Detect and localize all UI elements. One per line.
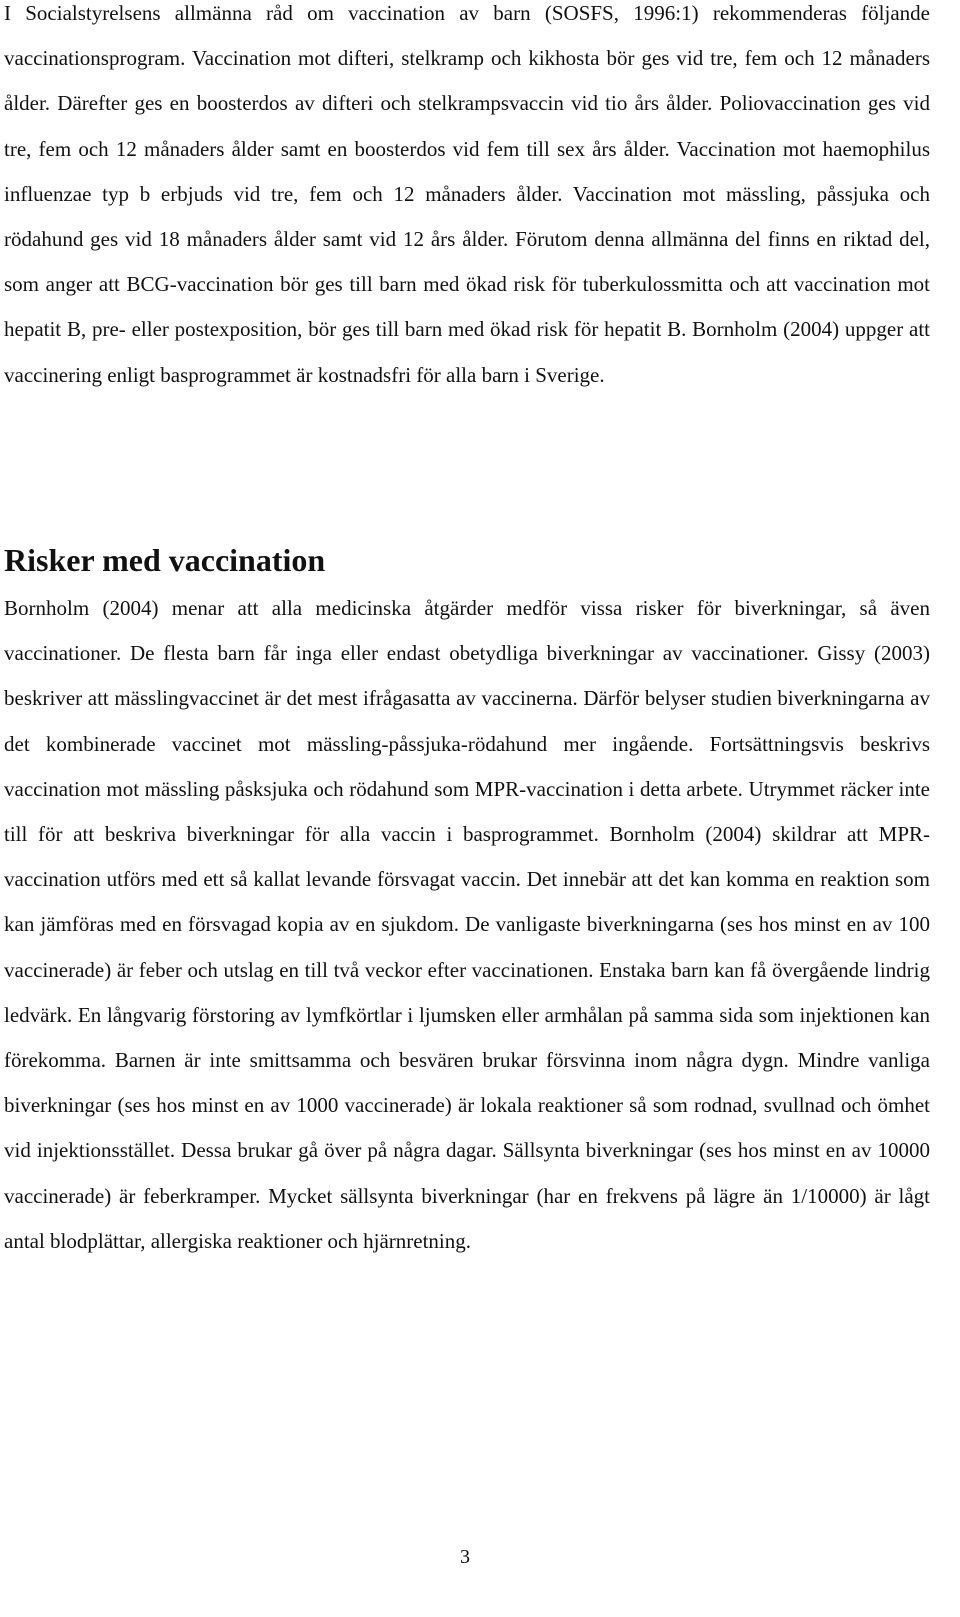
page-number: 3 (460, 1546, 470, 1568)
body-paragraph-vaccination-risks: Bornholm (2004) menar att alla medicinska åtgärder medför vissa risker för biverkningar, så även vaccinationer. De flesta barn får inga eller endast obetydliga biverkningar av vaccinationer. Gissy (2003) beskriver att mässlingvaccinet är det mest ifrågasatta av vaccinerna. Därför belyser studien biverkningarna av det kombinerade vaccinet mot mässling-påssjuka-rödahund mer ingående. Fortsättningsvis beskrivs vaccination mot mässling påsksjuka och rödahund som MPR-vaccination i detta arbete. Utrymmet räcker inte till för att beskriva biverkningar för alla vaccin i basprogrammet. Bornholm (2004) skildrar att MPR-vaccination utförs med ett så kallat levande försvagat vaccin. Det innebär att det kan komma en reaktion som kan jämföras med en försvagad kopia av en sjukdom. De vanligaste biverkningarna (ses hos minst en av 100 vaccinerade) är feber och utslag en till två veckor efter vaccinationen. Enstaka barn kan få övergående lindrig ledvärk. En långvarig förstoring av lymfkörtlar i ljumsken eller armhålan på samma sida som injektionen kan förekomma. Barnen är inte smittsamma och besvären brukar försvinna inom några dygn. Mindre vanliga biverkningar (ses hos minst en av 1000 vaccinerade) är lokala reaktioner så som rodnad, svullnad och ömhet vid injektionsstället. Dessa brukar gå över på några dagar. Sällsynta biverkningar (ses hos minst en av 10000 vaccinerade) är feberkramper. Mycket sällsynta biverkningar (har en frekvens på lägre än 1/10000) är lågt antal blodplättar, allergiska reaktioner och hjärnretning. (4, 596, 930, 1253)
section-heading: Risker med vaccination (4, 542, 326, 578)
body-paragraph-vaccination-program: I Socialstyrelsens allmänna råd om vaccination av barn (SOSFS, 1996:1) rekommenderas följande vaccinationsprogram. Vaccination mot difteri, stelkramp och kikhosta bör ges vid tre, fem och 12 månaders ålder. Därefter ges en boosterdos av difteri och stelkrampsvaccin vid tio års ålder. Poliovaccination ges vid tre, fem och 12 månaders ålder samt en boosterdos vid fem till sex års ålder. Vaccination mot haemophilus influenzae typ b erbjuds vid tre, fem och 12 månaders ålder. Vaccination mot mässling, påssjuka och rödahund ges vid 18 månaders ålder samt vid 12 års ålder. Förutom denna allmänna del finns en riktad del, som anger att BCG-vaccination bör ges till barn med ökad risk för tuberkulossmitta och att vaccination mot hepatit B, pre- eller postexposition, bör ges till barn med ökad risk för hepatit B. Bornholm (2004) uppger att vaccinering enligt basprogrammet är kostnadsfri för alla barn i Sverige. (4, 1, 930, 387)
